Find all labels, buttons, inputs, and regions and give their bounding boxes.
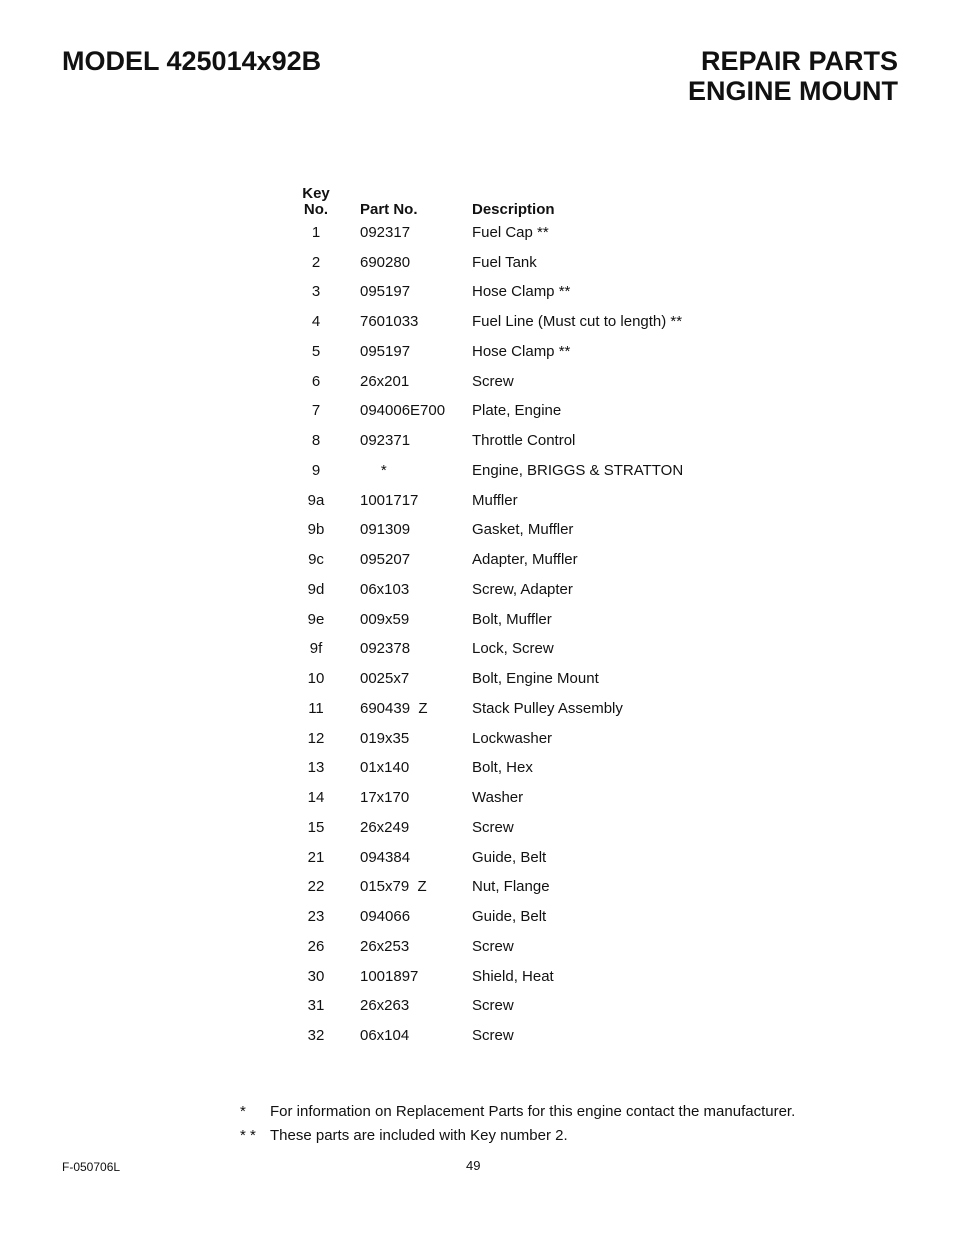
key-no-cell: 15	[307, 818, 325, 836]
part-no-cell: *	[360, 461, 387, 479]
header-key-no	[290, 180, 342, 218]
key-no-cell: 9b	[307, 521, 325, 539]
part-no-cell: 095197	[360, 283, 411, 301]
part-no-cell: 690280	[360, 253, 411, 271]
description-cell: Guide, Belt	[472, 908, 547, 926]
parts-table-body	[290, 218, 752, 1051]
footnote-text: For information on Replacement Parts for this engine contact the manufacturer.	[270, 1103, 796, 1120]
table-row	[290, 992, 752, 1022]
description-cell: Fuel Line (Must cut to length) **	[472, 313, 683, 331]
header-description: Description	[472, 201, 555, 218]
table-row	[290, 962, 752, 992]
key-no-cell: 9f	[309, 640, 323, 658]
part-no-cell: 17x170	[360, 789, 410, 807]
part-no-cell: 26x249	[360, 818, 410, 836]
key-no-cell: 3	[311, 283, 321, 301]
description-cell: Bolt, Muffler	[472, 610, 552, 628]
footnote-single-asterisk	[240, 1100, 795, 1124]
key-no-cell: 1	[311, 223, 321, 241]
parts-table	[290, 180, 752, 1051]
key-no-cell: 12	[307, 729, 325, 747]
part-no-cell: 091309	[360, 521, 411, 539]
table-row	[290, 397, 752, 427]
key-no-cell: 9	[311, 461, 321, 479]
table-row	[290, 932, 752, 962]
part-no-cell: 26x201	[360, 372, 410, 390]
part-no-cell: 095207	[360, 551, 411, 569]
description-cell: Fuel Cap **	[472, 223, 549, 241]
part-no-cell: 0025x7	[360, 670, 410, 688]
form-number: F-050706L	[62, 1160, 121, 1174]
section-title-line1: REPAIR PARTS	[700, 46, 898, 76]
page-number: 49	[466, 1158, 481, 1173]
description-cell: Hose Clamp **	[472, 342, 571, 360]
key-no-cell: 9c	[308, 551, 324, 569]
description-cell: Washer	[472, 789, 524, 807]
description-cell: Guide, Belt	[472, 848, 547, 866]
key-no-cell: 7	[311, 402, 321, 420]
part-no-cell: 095197	[360, 342, 411, 360]
part-no-cell: 009x59	[360, 610, 410, 628]
key-no-cell: 4	[311, 313, 321, 331]
table-row	[290, 307, 752, 337]
table-row	[290, 664, 752, 694]
table-row	[290, 605, 752, 635]
description-cell: Screw	[472, 372, 514, 390]
description-cell: Hose Clamp **	[472, 283, 571, 301]
part-no-cell: 019x35	[360, 729, 410, 747]
table-row	[290, 902, 752, 932]
part-no-cell: 092317	[360, 223, 411, 241]
footnote-double-asterisk	[240, 1124, 795, 1148]
table-row	[290, 843, 752, 873]
part-no-cell: 01x140	[360, 759, 410, 777]
description-cell: Screw	[472, 997, 514, 1015]
key-no-cell: 5	[311, 342, 321, 360]
table-row	[290, 456, 752, 486]
part-no-cell: 690439 Z	[360, 699, 428, 717]
footnote-mark: * *	[240, 1127, 256, 1144]
description-cell: Screw	[472, 818, 514, 836]
table-row	[290, 337, 752, 367]
table-row	[290, 248, 752, 278]
part-no-cell: 06x103	[360, 580, 410, 598]
key-no-cell: 14	[307, 789, 325, 807]
section-title-line2: ENGINE MOUNT	[687, 76, 898, 106]
key-no-cell: 30	[307, 967, 325, 985]
key-no-cell: 6	[311, 372, 321, 390]
table-row	[290, 218, 752, 248]
table-row	[290, 754, 752, 784]
key-no-cell: 11	[308, 699, 324, 717]
table-row	[290, 426, 752, 456]
key-no-cell: 10	[307, 670, 325, 688]
description-cell: Bolt, Engine Mount	[472, 670, 599, 688]
part-no-cell: 094066	[360, 908, 411, 926]
part-no-cell: 7601033	[360, 313, 419, 331]
description-cell: Plate, Engine	[472, 402, 562, 420]
table-row	[290, 1021, 752, 1051]
table-row	[290, 486, 752, 516]
key-no-cell: 9a	[307, 491, 325, 509]
header-key-line1: Key	[302, 185, 330, 202]
key-no-cell: 31	[307, 997, 325, 1015]
key-no-cell: 23	[307, 908, 325, 926]
description-cell: Screw, Adapter	[472, 580, 573, 598]
description-cell: Screw	[472, 937, 514, 955]
part-no-cell: 1001717	[360, 491, 419, 509]
part-no-cell: 094384	[360, 848, 411, 866]
part-no-cell: 092378	[360, 640, 411, 658]
table-row	[290, 873, 752, 903]
part-no-cell: 06x104	[360, 1027, 410, 1045]
part-no-cell: 015x79 Z	[360, 878, 427, 896]
table-row	[290, 367, 752, 397]
header-key-line2: No.	[303, 201, 329, 218]
description-cell: Shield, Heat	[472, 967, 554, 985]
description-cell: Fuel Tank	[472, 253, 537, 271]
table-row	[290, 783, 752, 813]
description-cell: Lock, Screw	[472, 640, 554, 658]
description-cell: Gasket, Muffler	[472, 521, 574, 539]
table-row	[290, 575, 752, 605]
part-no-cell: 1001897	[360, 967, 419, 985]
description-cell: Throttle Control	[472, 432, 576, 450]
description-cell: Muffler	[472, 491, 518, 509]
key-no-cell: 2	[311, 253, 321, 271]
footnote-text: These parts are included with Key number 2.	[270, 1127, 568, 1144]
key-no-cell: 32	[307, 1027, 325, 1045]
footnotes	[240, 1100, 795, 1148]
section-title	[688, 46, 898, 106]
key-no-cell: 13	[307, 759, 325, 777]
key-no-cell: 9d	[307, 580, 325, 598]
part-no-cell: 26x263	[360, 997, 410, 1015]
key-no-cell: 8	[311, 432, 321, 450]
key-no-cell: 9e	[307, 610, 325, 628]
table-row	[290, 694, 752, 724]
table-row	[290, 724, 752, 754]
table-row	[290, 635, 752, 665]
table-row	[290, 516, 752, 546]
description-cell: Stack Pulley Assembly	[472, 699, 623, 717]
table-row	[290, 545, 752, 575]
description-cell: Engine, BRIGGS & STRATTON	[472, 461, 684, 479]
description-cell: Lockwasher	[472, 729, 553, 747]
key-no-cell: 21	[307, 848, 325, 866]
description-cell: Adapter, Muffler	[472, 551, 578, 569]
table-row	[290, 813, 752, 843]
part-no-cell: 094006E700	[360, 402, 446, 420]
key-no-cell: 26	[307, 937, 325, 955]
description-cell: Nut, Flange	[472, 878, 550, 896]
header-part-no: Part No.	[360, 201, 418, 218]
key-no-cell: 22	[307, 878, 325, 896]
description-cell: Bolt, Hex	[472, 759, 533, 777]
model-title: MODEL 425014x92B	[62, 46, 322, 76]
part-no-cell: 26x253	[360, 937, 410, 955]
table-row	[290, 278, 752, 308]
description-cell: Screw	[472, 1027, 514, 1045]
table-header-row	[290, 180, 752, 218]
footnote-mark: *	[240, 1103, 246, 1120]
part-no-cell: 092371	[360, 432, 411, 450]
